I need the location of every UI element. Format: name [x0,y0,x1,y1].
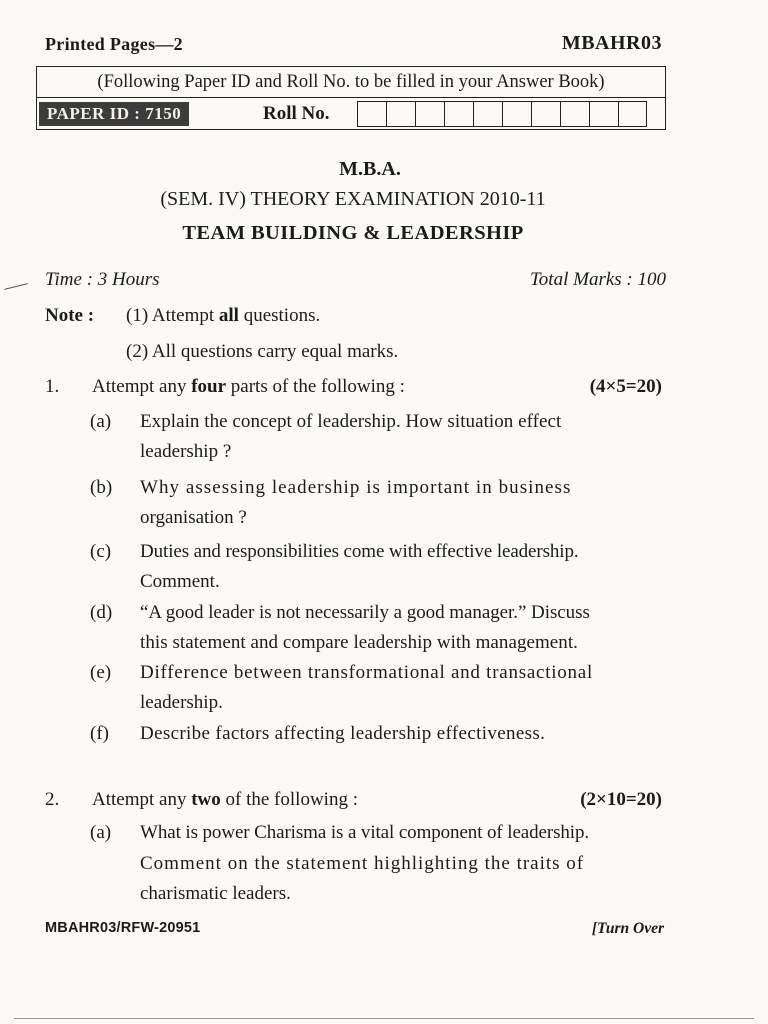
part-label: (a) [90,822,112,843]
part-text: Explain the concept of leadership. How situation effect [140,411,562,432]
paper-id-box [36,66,666,130]
subject-title: TEAM BUILDING & LEADERSHIP [182,222,524,244]
part-text: Why assessing leadership is important in business [140,477,572,498]
note-number: (2) [126,341,149,362]
intro-text: Attempt any [92,789,192,810]
note-text: Attempt [151,305,219,326]
part-text: leadership ? [140,441,232,462]
part-text: this statement and compare leadership with management. [140,632,578,653]
roll-no-label: Roll No. [263,103,330,124]
intro-emphasis: two [191,789,221,810]
time-allowed: Time : 3 Hours [45,269,160,290]
note-label: Note : [45,305,95,326]
intro-text: parts of the following : [226,376,405,397]
question-intro [92,376,405,398]
note-item-1 [126,305,320,327]
question-intro [92,789,358,811]
footer-paper-code: MBAHR03/RFW-20951 [45,920,201,936]
course-title: M.B.A. [339,158,401,180]
total-marks: Total Marks : 100 [529,269,666,290]
part-label: (f) [90,723,109,744]
intro-text: Attempt any [92,376,192,397]
exam-title: (SEM. IV) THEORY EXAMINATION 2010-11 [160,188,546,210]
paper-code: MBAHR03 [561,32,662,54]
question-marks: (2×10=20) [580,789,662,810]
roll-no-cell [560,101,589,127]
question-number: 2. [45,789,60,810]
part-text: Describe factors affecting leadership effectiveness. [140,723,546,744]
margin-scribble [4,283,28,290]
roll-no-cell [415,101,444,127]
roll-no-cell [357,101,386,127]
part-text: Difference between transformational and transactional [140,662,593,683]
note-item-2 [126,341,398,363]
question-number: 1. [45,376,60,397]
roll-no-cell [618,101,647,127]
intro-emphasis: four [191,376,227,397]
part-text: “A good leader is not necessarily a good manager.” Discuss [140,602,590,623]
part-text: charismatic leaders. [140,883,291,904]
paper-id-label: PAPER ID : 7150 [39,102,189,126]
roll-no-cell [473,101,502,127]
printed-pages: Printed Pages—2 [45,34,183,54]
roll-no-cell [531,101,560,127]
note-text: questions. [238,305,321,326]
part-text: What is power Charisma is a vital component of leadership. [140,822,590,843]
note-number: (1) [126,305,149,326]
roll-no-boxes [357,101,647,127]
roll-no-cell [386,101,415,127]
note-text: All questions carry equal marks. [151,341,399,362]
part-text: organisation ? [140,507,247,528]
roll-no-cell [502,101,531,127]
part-label: (d) [90,602,113,623]
part-label: (e) [90,662,112,683]
part-label: (a) [90,411,112,432]
id-instruction: (Following Paper ID and Roll No. to be filled in your Answer Book) [37,67,665,98]
intro-text: of the following : [220,789,358,810]
roll-no-cell [444,101,473,127]
part-text: Comment on the statement highlighting the traits of [140,853,585,874]
part-text: Duties and responsibilities come with effective leadership. [140,541,579,562]
bottom-rule [14,1018,754,1019]
note-emphasis: all [218,305,239,326]
part-label: (c) [90,541,112,562]
part-text: leadership. [140,692,223,713]
roll-no-cell [589,101,618,127]
part-text: Comment. [140,571,220,592]
part-label: (b) [90,477,113,498]
turn-over-label: [Turn Over [591,920,664,937]
question-marks: (4×5=20) [589,376,662,397]
